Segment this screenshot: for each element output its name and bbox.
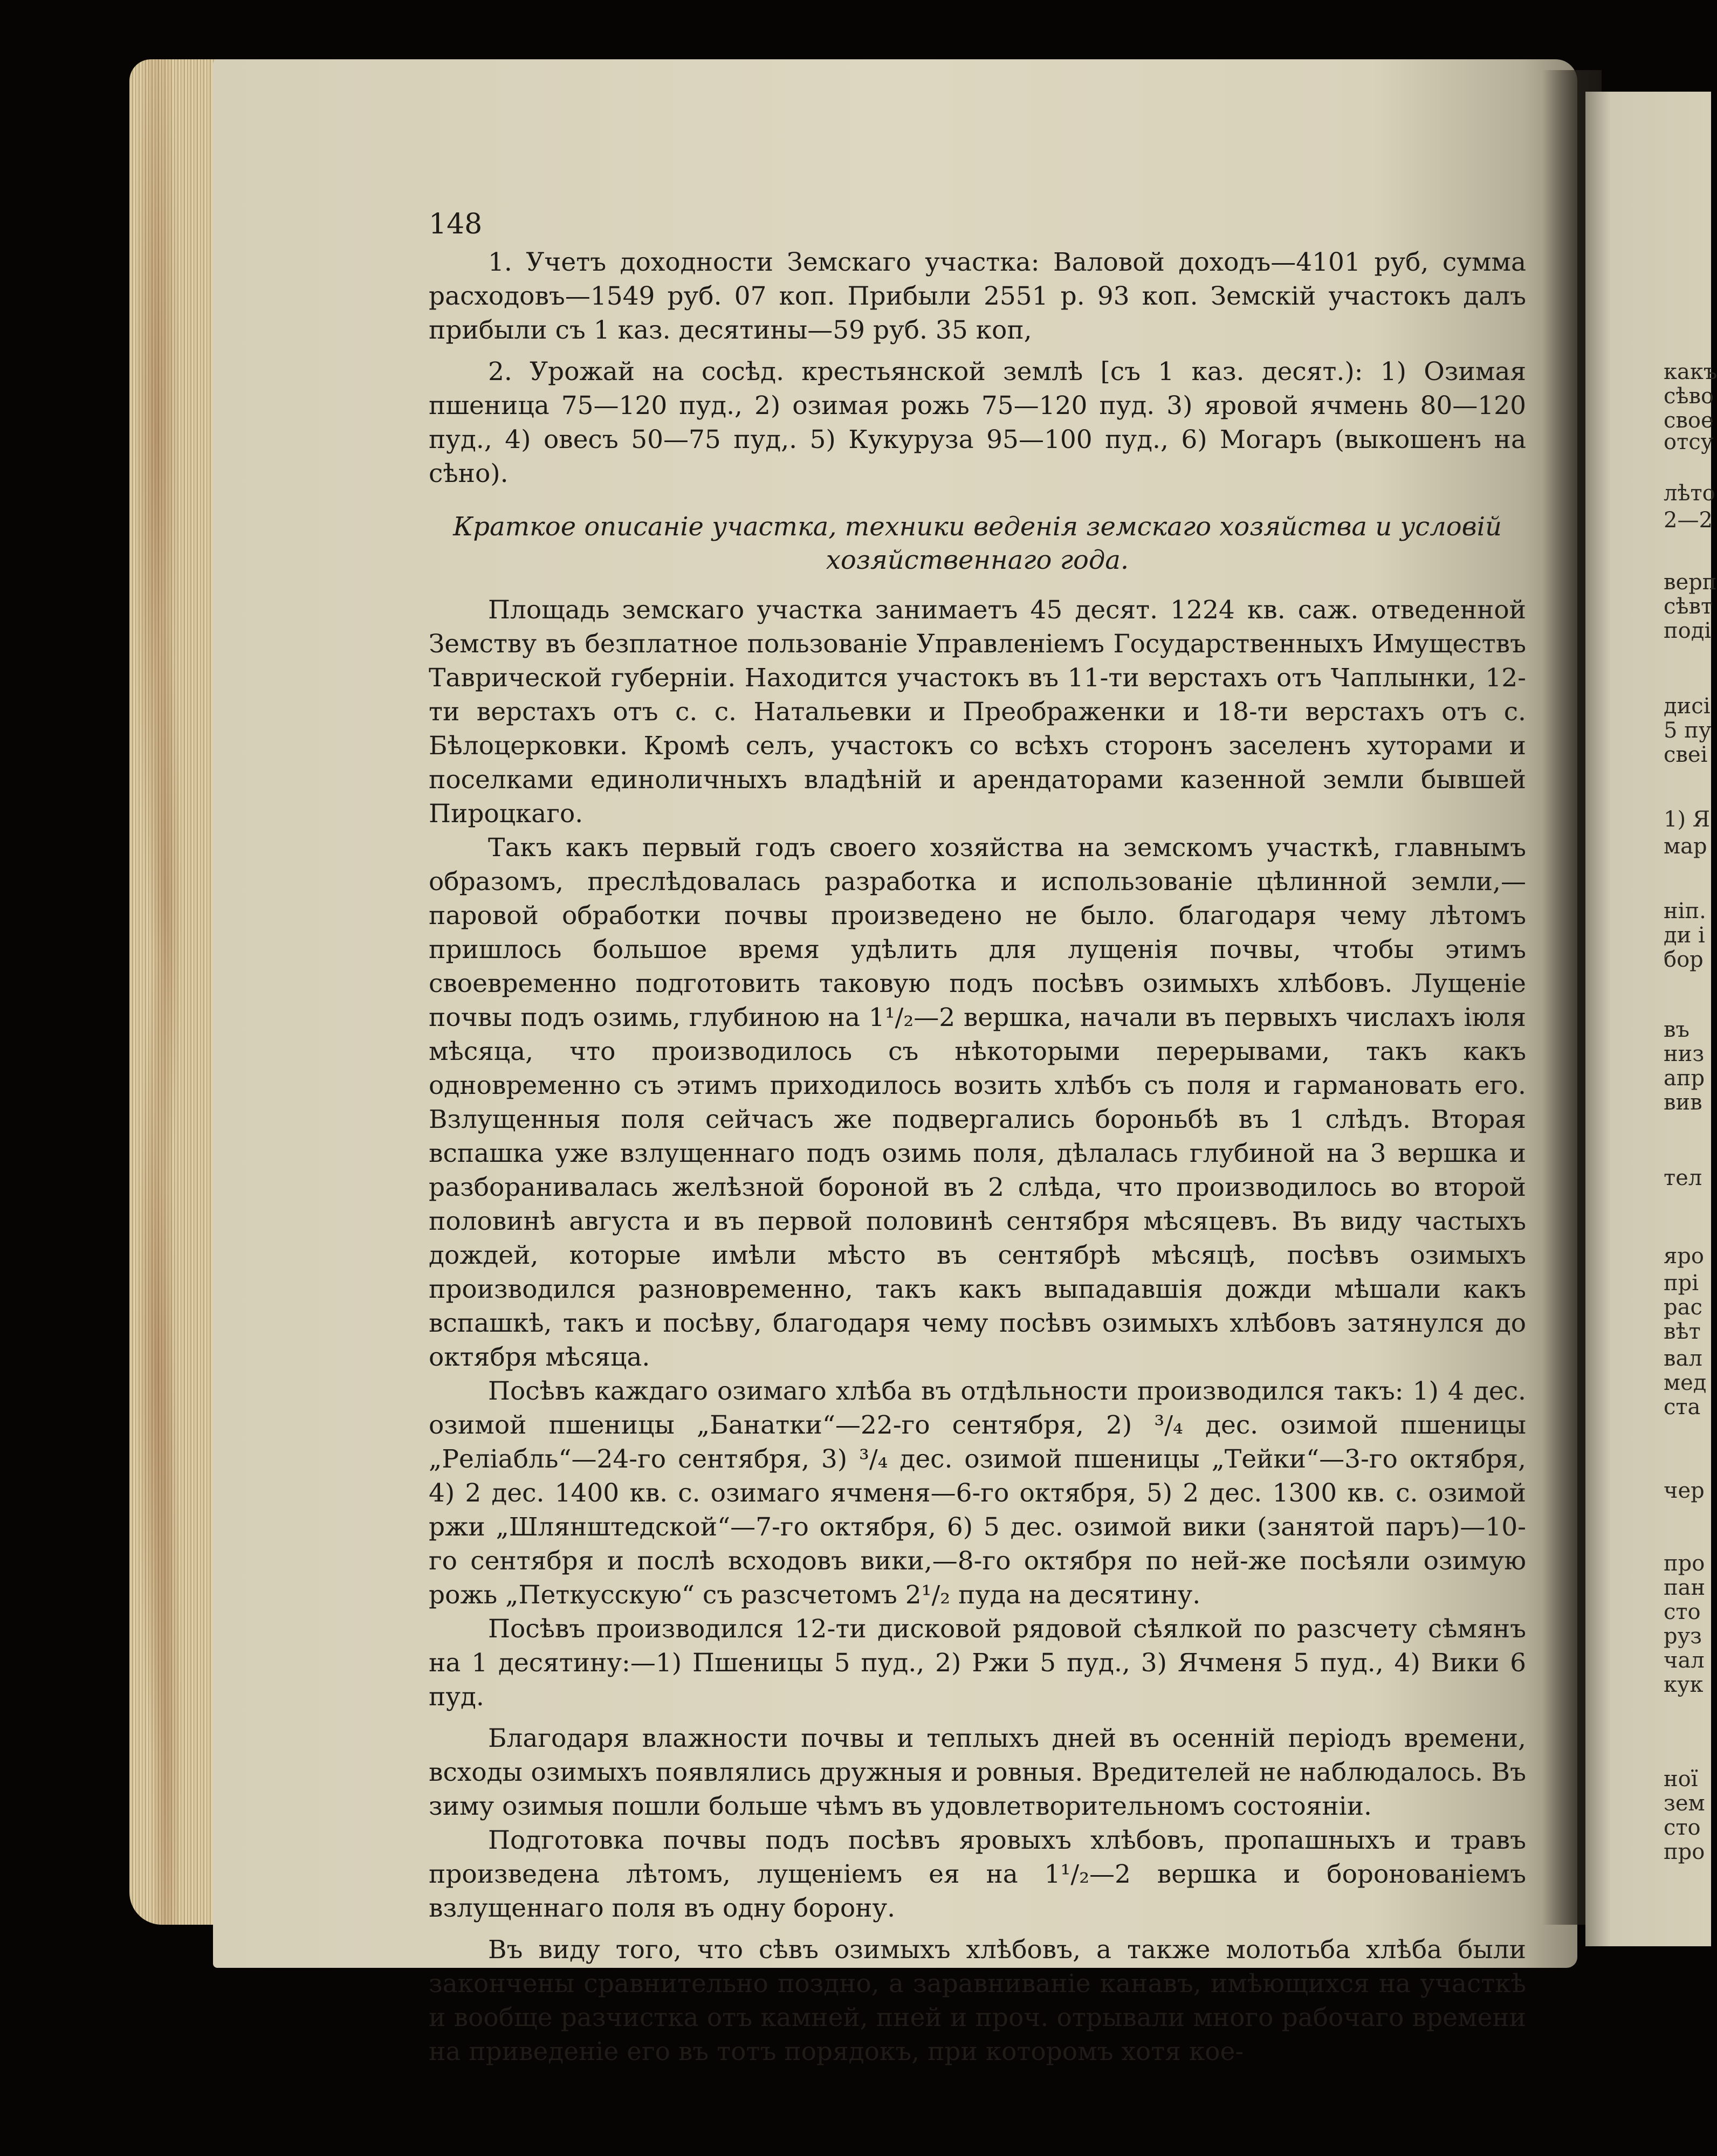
facing-page-line: вал xyxy=(1664,1346,1702,1371)
facing-page-line: отсу xyxy=(1664,430,1714,454)
facing-page-line: ніп. xyxy=(1664,899,1706,924)
result-item-1: 1. Учетъ доходности Земскаго участка: Валовой доходъ—4101 руб, сумма расходовъ—1549 руб. 07 коп. Прибыли 2551 р. 93 коп. Земскій участокъ далъ прибыли съ 1 каз. десятины—59 руб. 35 коп, xyxy=(429,247,1526,345)
facing-page-line: чер xyxy=(1664,1478,1705,1503)
paragraph: Посѣвъ каждаго озимаго хлѣба въ отдѣльности производился такъ: 1) 4 дес. озимой пшеницы „Банатки“—22-го сентября, 2) ³/₄ дес. озимой пшеницы „Реліабль“—24-го сентября, 3) ³/₄ дес. озимой пшеницы „Тейки“—3-го октября, 4) 2 дес. 1400 кв. с. озимаго ячменя—6-го октября, 5) 2 дес. 1300 кв. с. озимой ржи „Шлянштедской“—7-го октября, 6) 5 дес. озимой вики (занятой паръ)—10-го сентября и послѣ всходовъ вики,—8-го октября по ней-же посѣяли озимую рожь „Петкусскую“ съ разсчетомъ 2¹/₂ пуда на десятину. xyxy=(429,1376,1526,1610)
facing-page-line: 2—2 xyxy=(1664,508,1713,533)
facing-page-line: низ xyxy=(1664,1042,1705,1066)
facing-page-line: прі xyxy=(1664,1271,1699,1296)
facing-page-line: руз xyxy=(1664,1624,1702,1649)
facing-page-line: тел xyxy=(1664,1166,1702,1190)
section-heading: Краткое описаніе участка, техники веденія земскаго хозяйства и условій хозяйственнаго года. xyxy=(453,512,1502,575)
facing-page-line: рас xyxy=(1664,1295,1702,1320)
facing-page-line: вив xyxy=(1664,1090,1702,1115)
facing-page-line: какъ xyxy=(1664,360,1717,384)
facing-page-line: въ xyxy=(1664,1017,1689,1042)
facing-page-line: вѣт xyxy=(1664,1319,1701,1344)
facing-page-line: яро xyxy=(1664,1244,1704,1269)
facing-page-line: апр xyxy=(1664,1066,1705,1091)
facing-page-line: мар xyxy=(1664,834,1707,859)
page-edges xyxy=(129,59,221,1925)
facing-page-line: поді xyxy=(1664,618,1712,643)
facing-page-line: бор xyxy=(1664,947,1704,972)
facing-page-line: про xyxy=(1664,1551,1705,1576)
facing-page-line: верп xyxy=(1664,570,1717,595)
facing-page-line: мед xyxy=(1664,1370,1707,1395)
facing-page-line: сто xyxy=(1664,1600,1701,1624)
page-number: 148 xyxy=(429,208,483,240)
facing-page-line: лѣто xyxy=(1664,481,1715,506)
paragraph: Въ виду того, что сѣвъ озимыхъ хлѣбовъ, а также молотьба хлѣба были закончены сравнительно поздно, а заравниваніе канавъ, имѣющихся на участкѣ и вообще разчистка отъ камней, пней и проч. отрывали много рабочаго времени на приведеніе его въ тотъ порядокъ, при которомъ хотя кое- xyxy=(429,1935,1526,2067)
facing-page-line: 1) Я xyxy=(1664,807,1711,832)
facing-page-line: сто xyxy=(1664,1815,1701,1840)
facing-page-line: дисі xyxy=(1664,694,1711,719)
paragraph: Посѣвъ производился 12-ти дисковой рядовой сѣялкой по разсчету сѣмянъ на 1 десятину:—1) Пшеницы 5 пуд., 2) Ржи 5 пуд., 3) Ячменя 5 пуд., 4) Вики 6 пуд. xyxy=(429,1614,1526,1712)
paragraph: Площадь земскаго участка занимаетъ 45 десят. 1224 кв. саж. отведенной Земству въ безплатное пользованіе Управленіемъ Государственныхъ Имуществъ Таврической губерніи. Находится участокъ въ 11-ти верстахъ отъ Чаплынки, 12-ти верстахъ отъ с. с. Натальевки и Преображенки и 18-ти верстахъ отъ с. Бѣлоцерковки. Кромѣ селъ, участокъ со всѣхъ сторонъ заселенъ хуторами и поселками единоличныхъ владѣній и арендаторами казенной земли бывшей Пироцкаго. xyxy=(429,595,1526,829)
facing-page-line: ста xyxy=(1664,1395,1701,1420)
paragraph: Благодаря влажности почвы и теплыхъ дней въ осенній періодъ времени, всходы озимыхъ появлялись дружныя и ровныя. Вредителей не наблюдалось. Въ зиму озимыя пошли больше чѣмъ въ удовлетворительномъ состояніи. xyxy=(429,1724,1526,1821)
facing-page-line: ди і xyxy=(1664,923,1705,948)
facing-page-line: сѣво xyxy=(1664,384,1714,409)
facing-page-line: свеі xyxy=(1664,742,1708,767)
text-column xyxy=(429,208,1526,2069)
facing-page-line: сѣвт xyxy=(1664,594,1713,619)
facing-page-line: чал xyxy=(1664,1648,1705,1673)
facing-page-line: про xyxy=(1664,1840,1705,1864)
facing-page-line: зем xyxy=(1664,1791,1705,1816)
facing-page-line: 5 пу xyxy=(1664,718,1712,743)
result-item-2: 2. Урожай на сосѣд. крестьянской землѣ [съ 1 каз. десят.): 1) Озимая пшеница 75—120 пуд., 2) озимая рожь 75—120 пуд. 3) яровой ячмень 80—120 пуд., 4) овесъ 50—75 пуд,. 5) Кукуруза 95—100 пуд., 6) Могаръ (выкошенъ на сѣно). xyxy=(429,357,1526,488)
facing-page-line: кук xyxy=(1664,1672,1704,1697)
paragraph: Подготовка почвы подъ посѣвъ яровыхъ хлѣбовъ, пропашныхъ и травъ произведена лѣтомъ, лущеніемъ ея на 1¹/₂—2 вершка и боронованіемъ взлущеннаго поля въ одну борону. xyxy=(429,1826,1526,1923)
facing-page-line: свое xyxy=(1664,408,1714,433)
facing-page-line: пан xyxy=(1664,1575,1706,1600)
paragraph: Такъ какъ первый годъ своего хозяйства на земскомъ участкѣ, главнымъ образомъ, преслѣдовалась разработка и использованіе цѣлинной земли,—паровой обработки почвы произведено не было. благодаря чему лѣтомъ пришлось большое время удѣлить для лущенія почвы, чтобы этимъ своевременно подготовить таковую подъ посѣвъ озимыхъ хлѣбовъ. Лущеніе почвы подъ озимь, глубиною на 1¹/₂—2 вершка, начали въ первыхъ числахъ іюля мѣсяца, что производилось съ нѣкоторыми перерывами, такъ какъ одновременно съ этимъ приходилось возить хлѣбъ съ поля и гармановать его. Взлущенныя поля сейчасъ же подвергались бороньбѣ въ 1 слѣдъ. Вторая вспашка уже взлущеннаго подъ озимь поля, дѣлалась глубиной на 3 вершка и разборанивалась желѣзной бороной въ 2 слѣда, что производилось во второй половинѣ августа и въ первой половинѣ сентября мѣсяцевъ. Въ виду частыхъ дождей, которые имѣли мѣсто въ сентябрѣ мѣсяцѣ, посѣвъ озимыхъ производился разновременно, такъ какъ выпадавшія дожди мѣшали какъ вспашкѣ, такъ и посѣву, благодаря чему посѣвъ озимыхъ хлѣбовъ затянулся до октября мѣсяца. xyxy=(429,833,1526,1372)
facing-page-line: ної xyxy=(1664,1767,1698,1792)
